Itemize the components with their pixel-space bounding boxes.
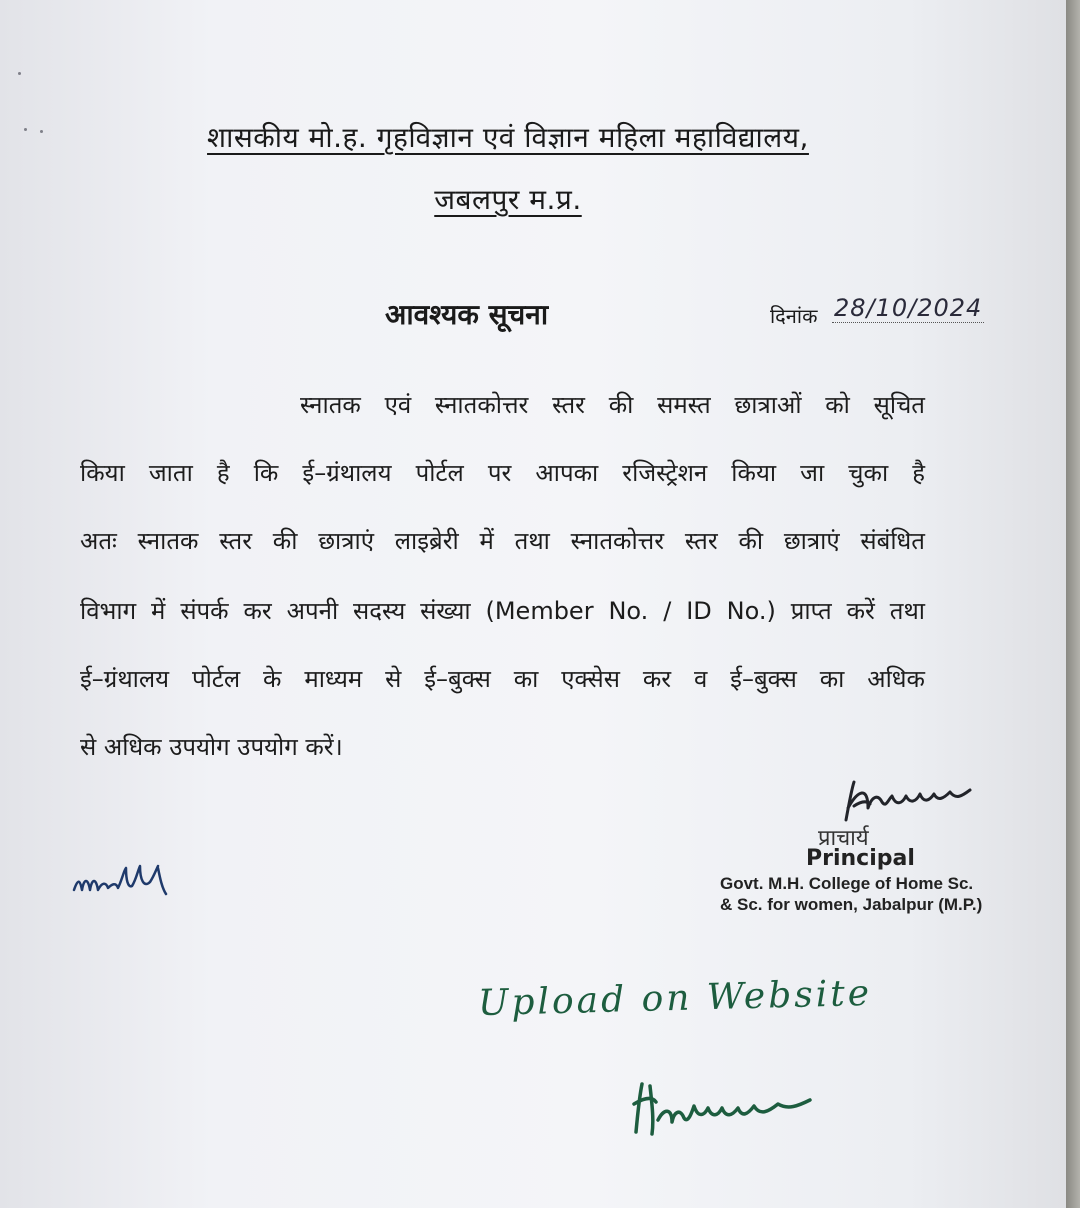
handwritten-upload-note: Upload on Website (477, 972, 873, 1025)
body-line-3: अतः स्नातक स्तर की छात्राएं लाइब्रेरी में तथा स्नातकोत्तर स्तर की छात्राएं संबंधित (80, 527, 925, 555)
notice-title: आवश्यक सूचना (385, 298, 549, 331)
body-line-1: स्नातक एवं स्नातकोत्तर स्तर की समस्त छात्राओं को सूचित (300, 391, 925, 419)
initials-signature (70, 860, 180, 900)
table-edge (1066, 0, 1080, 1208)
paper-speck (18, 72, 21, 75)
body-line-4: विभाग में संपर्क कर अपनी सदस्य संख्या (Member No. / ID No.) प्राप्त करें तथा (80, 597, 925, 625)
principal-title-english: Principal (806, 846, 915, 871)
stamp-college-line2: & Sc. for women, Jabalpur (M.P.) (720, 895, 983, 914)
handwritten-signature-green (628, 1080, 818, 1140)
body-line-5: ई–ग्रंथालय पोर्टल के माध्यम से ई–बुक्स का एक्सेस कर व ई–बुक्स का अधिक (80, 665, 925, 693)
body-line-2: किया जाता है कि ई–ग्रंथालय पोर्टल पर आपका रजिस्ट्रेशन किया जा चुका है (80, 459, 925, 487)
body-line-6: से अधिक उपयोग उपयोग करें। (80, 733, 343, 761)
date-value: 28/10/2024 (834, 294, 983, 322)
college-city: जबलपुर म.प्र. (434, 183, 582, 216)
college-name: शासकीय मो.ह. गृहविज्ञान एवं विज्ञान महिला महाविद्यालय, (207, 121, 809, 154)
principal-signature (838, 778, 978, 828)
date-label: दिनांक (770, 304, 818, 328)
principal-title-hindi: प्राचार्य (818, 826, 869, 851)
stamp-college-line1: Govt. M.H. College of Home Sc. (720, 874, 974, 893)
